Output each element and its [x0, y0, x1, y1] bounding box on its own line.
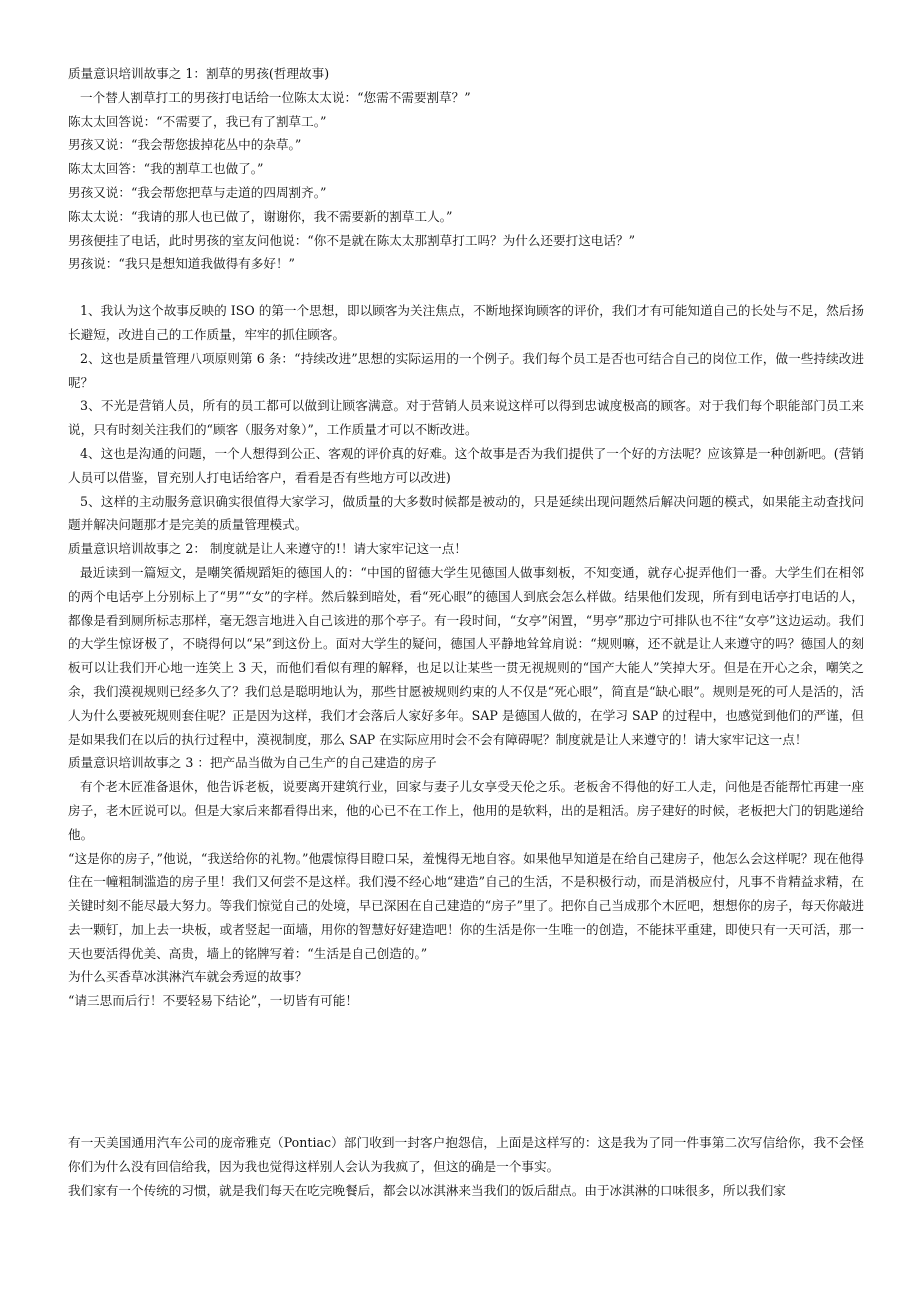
story4-paragraph: 我们家有一个传统的习惯，就是我们每天在吃完晚餐后，都会以冰淇淋来当我们的饭后甜点。由于冰淇淋的口味很多，所以我们家 — [68, 1182, 786, 1198]
story2-title: 质量意识培训故事之 2： 制度就是让人来遵守的!！请大家牢记这一点！ — [68, 541, 467, 557]
blank-line — [68, 276, 864, 299]
story4-quote: “请三思而后行！不要轻易下结论”，一切皆有可能！ — [68, 993, 358, 1009]
story3-body: 有个老木匠准备退休，他告诉老板，说要离开建筑行业，回家与妻子儿女享受天伦之乐。老板舍不得他的好工人走，问他是否能帮忙再建一座房子，老木匠说可以。但是大家后来都看得出来，他的心已不在工作上，他用的是软料，出的是粗活。房子建好的时候，老板把大门的钥匙递给他。 — [68, 779, 864, 842]
story3-body: “这是你的房子，”他说，“我送给你的礼物。”他震惊得目瞪口呆，羞愧得无地自容。如果他早知道是在给自己建房子，他怎么会这样呢？现在他得住在一幢粗制滥造的房子里！我们又何尝不是这样。我们漫不经心地“建造”自己的生活，不是积极行动，而是消极应付，凡事不肯精益求精，在关键时刻不能尽最大努力。等我们惊觉自己的处境，早已深困在自己建造的“房子”里了。把你自己当成那个木匠吧，想想你的房子，每天你敲进去一颗钉，加上去一块板，或者竖起一面墙，用你的智慧好好建造吧！你的生活是你一生唯一的创造，不能抹平重建，即使只有一天可活，那一天也要活得优美、高贵，墙上的铭牌写着：“生活是自己创造的。” — [68, 850, 864, 961]
story1-point: 2、这也是质量管理八项原则第 6 条：“持续改进”思想的实际运用的一个例子。我们每个员工是否也可结合自己的岗位工作，做一些持续改进呢？ — [68, 350, 864, 390]
story1-point: 4、这也是沟通的问题，一个人想得到公正、客观的评价真的好难。这个故事是否为我们提供了一个好的方法呢？应该算是一种创新吧。(营销人员可以借鉴，冒充别人打电话给客户，看看是否有些地方可以改进) — [68, 445, 864, 485]
story1-point: 3、不光是营销人员，所有的员工都可以做到让顾客满意。对于营销人员来说这样可以得到忠诚度极高的顾客。对于我们每个职能部门员工来说，只有时刻关注我们的“顾客（服务对象）”，工作质量才可以不断改进。 — [68, 398, 864, 438]
story1-line: 陈太太回答：“我的割草工也做了。” — [68, 161, 264, 177]
story1-line: 男孩又说：“我会帮您把草与走道的四周割齐。” — [68, 184, 327, 200]
story4-paragraph: 有一天美国通用汽车公司的庞帝雅克（Pontiac）部门收到一封客户抱怨信，上面是这样写的：这是我为了同一件事第二次写信给你，我不会怪你们为什么没有回信给我，因为我也觉得这样别人会认为我疯了，但这的确是一个事实。 — [68, 1135, 864, 1174]
document-page — [68, 62, 864, 1202]
story1-line: 男孩说：“我只是想知道我做得有多好！” — [68, 256, 295, 272]
story1-line: 男孩又说：“我会帮您拔掉花丛中的杂草。” — [68, 137, 302, 153]
blank-area — [68, 1013, 864, 1131]
story1-line: 男孩便挂了电话，此时男孩的室友问他说：“你不是就在陈太太那割草打工吗？为什么还要打这电话？” — [68, 232, 636, 248]
story1-line: 一个替人割草打工的男孩打电话给一位陈太太说：“您需不需要割草？” — [80, 89, 471, 105]
story1-title: 质量意识培训故事之 1：割草的男孩(哲理故事) — [68, 66, 330, 81]
story4-title: 为什么买香草冰淇淋汽车就会秀逗的故事？ — [68, 969, 308, 985]
story3-title: 质量意识培训故事之 3 ：把产品当做为自己生产的自己建造的房子 — [68, 755, 437, 771]
story2-body: 最近读到一篇短文，是嘲笑循规蹈矩的德国人的：“中国的留德大学生见德国人做事刻板，不知变通，就存心捉弄他们一番。大学生们在相邻的两个电话亭上分别标上了“男”“女”的字样。然后躲到暗处，看“死心眼”的德国人到底会怎么样做。结果他们发现，所有到电话亭打电话的人，都像是看到厕所标志那样，毫无怨言地进入自己该进的那个亭子。有一段时间，“女亭”闲置，“男亭”那边宁可排队也不往“女亭”这边运动。我们的大学生惊讶极了，不晓得何以“呆”到这份上。面对大学生的疑问，德国人平静地耸耸肩说：“规则嘛，还不就是让人来遵守的吗？德国人的刻板可以让我们开心地一连笑上 3 天，而他们看似有理的解释，也足以让某些一贯无视规则的“国产大能人”笑掉大牙。但是在开心之余，嘲笑之余，我们漠视规则已经多久了？我们总是聪明地认为，那些甘愿被规则约束的人不仅是“死心眼”，简直是“缺心眼”。规则是死的可人是活的，活人为什么要被死规则套住呢？正是因为这样，我们才会落后人家好多年。SAP 是德国人做的，在学习 SAP 的过程中，也感觉到他们的严谨，但是如果我们在以后的执行过程中，漠视制度，那么 SAP 在实际应用时会不会有障碍呢？制度就是让人来遵守的！请大家牢记这一点！ — [68, 564, 864, 747]
story1-point: 1、我认为这个故事反映的 ISO 的第一个思想，即以顾客为关注焦点，不断地探询顾客的评价，我们才有可能知道自己的长处与不足，然后扬长避短，改进自己的工作质量，牢牢的抓住顾客。 — [68, 303, 864, 342]
story1-line: 陈太太回答说：“不需要了，我已有了割草工。” — [68, 113, 327, 129]
story1-line: 陈太太说：“我请的那人也已做了，谢谢你，我不需要新的割草工人。” — [68, 208, 453, 224]
story1-point: 5、这样的主动服务意识确实很值得大家学习，做质量的大多数时候都是被动的，只是延续出现问题然后解决问题的模式，如果能主动查找问题并解决问题那才是完美的质量管理模式。 — [68, 493, 864, 533]
